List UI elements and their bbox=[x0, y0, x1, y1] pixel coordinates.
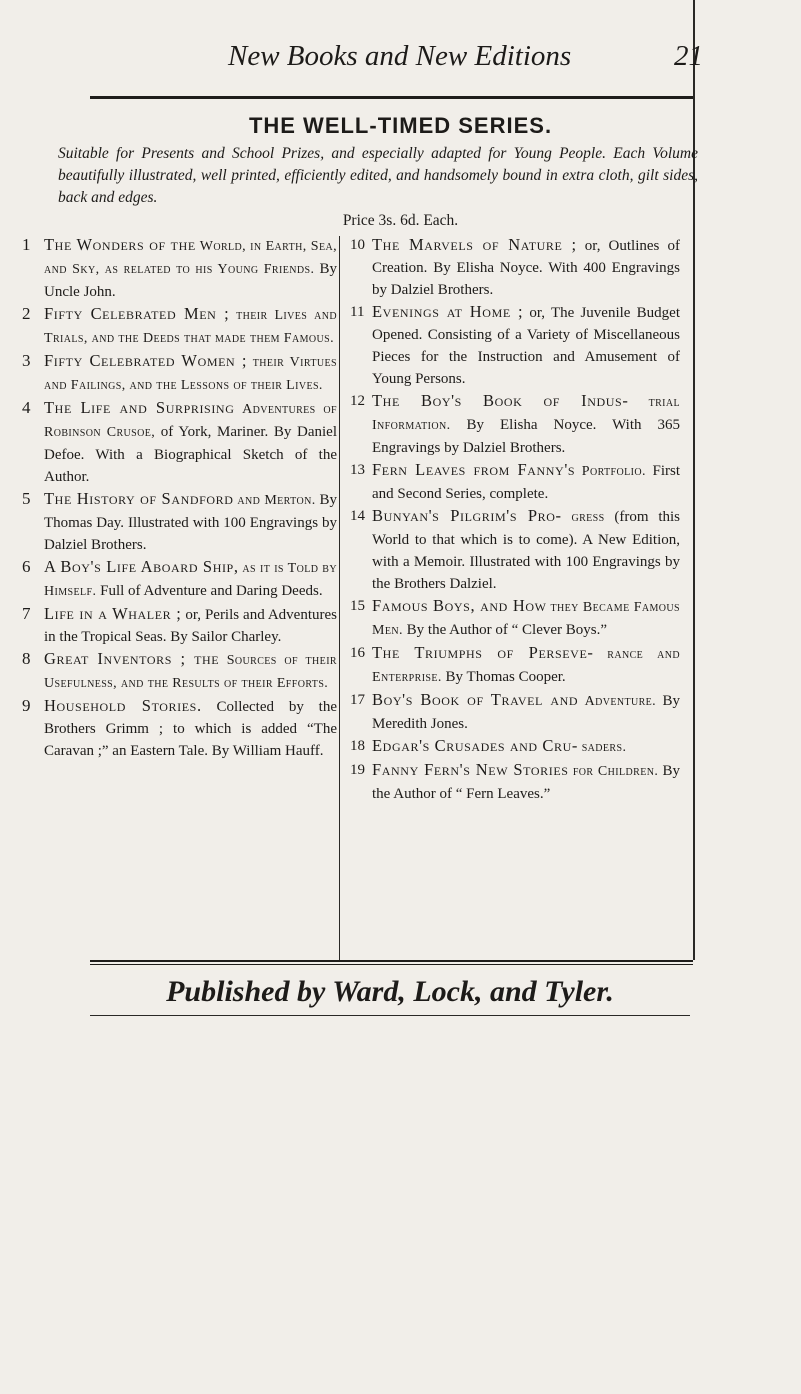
publisher-line: Published by Ward, Lock, and Tyler. bbox=[166, 975, 614, 1008]
book-title: Bunyan's Pilgrim's Pro- bbox=[372, 506, 562, 525]
book-details: Full of Adventure and Daring Deeds. bbox=[96, 583, 323, 599]
book-entry bbox=[22, 488, 337, 556]
book-title: Fifty Celebrated Women ; bbox=[44, 351, 248, 370]
book-number: 19 bbox=[350, 762, 365, 778]
book-title: The Boy's Book of Indus- bbox=[372, 391, 629, 410]
book-number: 16 bbox=[350, 645, 365, 661]
running-head-title: New Books and New Editions bbox=[228, 40, 572, 72]
price-line: Price 3s. 6d. Each. bbox=[342, 212, 459, 229]
book-title: Fifty Celebrated Men ; bbox=[44, 304, 230, 323]
book-entry bbox=[22, 397, 337, 488]
book-number: 17 bbox=[350, 692, 365, 708]
book-details: or, Perils and Adventures in the Tropical Seas. By Sailor Charley. bbox=[44, 607, 337, 645]
book-details: or, The Juvenile Budget Opened. Consisting of a Variety of Miscellaneous Pieces for the Instruction and Amusement of Young Persons. bbox=[372, 305, 681, 387]
book-title: Great Inventors ; the bbox=[44, 649, 220, 668]
book-title: Boy's Book of Travel and bbox=[372, 690, 579, 709]
book-entry bbox=[350, 505, 680, 595]
book-title: Evenings at Home ; bbox=[372, 302, 524, 321]
book-list-right bbox=[350, 234, 680, 805]
book-details: By the Author of “ Clever Boys.” bbox=[402, 622, 608, 638]
book-details: By Thomas Cooper. bbox=[441, 669, 566, 685]
book-details: (from this World to that which is to come). A New Edition, with a Memoir. Illustrated with 100 Engravings by the Brothers Dalziel. bbox=[372, 509, 681, 592]
book-subtitle: their Lives and Trials, and the Deeds that made them Famous. bbox=[44, 308, 337, 346]
book-subtitle: Adventures of Robinson Crusoe, bbox=[44, 402, 337, 440]
book-list-left bbox=[22, 234, 337, 762]
book-title: The History of Sandford bbox=[44, 489, 234, 508]
book-number: 12 bbox=[350, 393, 365, 409]
book-subtitle: gress bbox=[571, 510, 605, 525]
book-subtitle: World, in Earth, Sea, and Sky, as related to his Young Friends. bbox=[44, 239, 337, 277]
book-number: 9 bbox=[22, 696, 31, 715]
book-entry bbox=[22, 303, 337, 350]
book-title: Household Stories. bbox=[44, 696, 202, 715]
book-title: A Boy's Life Aboard Ship, bbox=[44, 557, 239, 576]
book-subtitle: and Merton. bbox=[237, 493, 316, 508]
book-number: 11 bbox=[350, 304, 365, 320]
book-number: 13 bbox=[350, 462, 365, 478]
header-rule bbox=[90, 96, 693, 99]
book-title: The Marvels of Nature ; bbox=[372, 235, 577, 254]
book-title: The Life and Surprising bbox=[44, 398, 235, 417]
series-title: THE WELL-TIMED SERIES. bbox=[248, 113, 553, 138]
series-description: Suitable for Presents and School Prizes, and especially adapted for Young People. Each Volume beautifully illustrated, well printed, efficiently edited, and handsomely bound in extra cloth, gilt sides, back and edges. bbox=[58, 145, 698, 206]
column-divider bbox=[339, 236, 340, 961]
book-number: 18 bbox=[350, 738, 365, 754]
book-details: of York, Mariner. By Daniel Defoe. With a Biographical Sketch of the Author. bbox=[44, 424, 337, 485]
book-number: 10 bbox=[350, 237, 365, 253]
book-entry bbox=[350, 595, 680, 642]
book-entry bbox=[350, 689, 680, 735]
book-title: Famous Boys, and How bbox=[372, 596, 547, 615]
book-entry bbox=[22, 648, 337, 695]
footer-rule bbox=[90, 960, 693, 962]
book-title: Fanny Fern's New Stories bbox=[372, 760, 569, 779]
book-subtitle: Portfolio. bbox=[581, 464, 646, 479]
book-entry bbox=[22, 234, 337, 303]
book-entry bbox=[350, 642, 680, 689]
book-entry bbox=[22, 556, 337, 603]
book-title: The Triumphs of Perseve- bbox=[372, 643, 594, 662]
book-subtitle: their Virtues and Failings, and the Lessons of their Lives. bbox=[44, 355, 337, 393]
book-subtitle: rance and Enterprise. bbox=[372, 647, 681, 685]
book-subtitle: they Became Famous Men. bbox=[372, 600, 681, 638]
book-number: 5 bbox=[22, 489, 31, 508]
book-subtitle: for Children. bbox=[572, 764, 659, 779]
book-entry bbox=[350, 390, 680, 459]
book-entry bbox=[350, 459, 680, 505]
book-entry bbox=[350, 234, 680, 301]
book-details: By the Author of “ Fern Leaves.” bbox=[372, 763, 681, 802]
book-number: 4 bbox=[22, 398, 31, 417]
book-details: By Meredith Jones. bbox=[372, 693, 680, 732]
book-entry bbox=[22, 695, 337, 762]
footer-rule-thin bbox=[90, 964, 693, 965]
book-number: 8 bbox=[22, 649, 31, 668]
book-subtitle: trial Information. bbox=[372, 395, 681, 433]
book-title: The Wonders of the bbox=[44, 235, 196, 254]
book-number: 2 bbox=[22, 304, 31, 323]
book-details: By Elisha Noyce. With 365 Engravings by Dalziel Brothers. bbox=[372, 417, 680, 456]
book-subtitle: Adventure. bbox=[584, 694, 657, 709]
book-entry bbox=[350, 759, 680, 805]
book-details: By Uncle John. bbox=[44, 261, 337, 300]
page-number: 21 bbox=[674, 40, 703, 72]
book-entry bbox=[350, 301, 680, 390]
book-number: 3 bbox=[22, 351, 31, 370]
book-details: or, Outlines of Creation. By Elisha Noyce. With 400 Engravings by Dalziel Brothers. bbox=[372, 238, 680, 298]
book-details: Collected by the Brothers Grimm ; to which is added “The Caravan ;” an Eastern Tale. By William Hauff. bbox=[44, 699, 338, 759]
book-subtitle: Sources of their Usefulness, and the Results of their Efforts. bbox=[44, 653, 337, 691]
book-title: Life in a Whaler ; bbox=[44, 604, 182, 623]
book-entry bbox=[22, 350, 337, 397]
book-subtitle: as it is Told by Himself. bbox=[44, 561, 338, 599]
publisher-underline bbox=[90, 1015, 690, 1016]
book-details: First and Second Series, complete. bbox=[372, 463, 681, 502]
book-number: 14 bbox=[350, 508, 365, 524]
book-number: 7 bbox=[22, 604, 31, 623]
book-title: Fern Leaves from Fanny's bbox=[372, 460, 576, 479]
book-entry bbox=[22, 603, 337, 648]
book-entry bbox=[350, 735, 680, 759]
book-title: Edgar's Crusades and Cru- bbox=[372, 736, 578, 755]
book-number: 1 bbox=[22, 235, 31, 254]
book-number: 6 bbox=[22, 557, 31, 576]
running-head bbox=[170, 40, 710, 80]
book-subtitle: saders. bbox=[581, 740, 627, 755]
book-number: 15 bbox=[350, 598, 365, 614]
book-details: By Thomas Day. Illustrated with 100 Engravings by Dalziel Brothers. bbox=[44, 492, 338, 553]
